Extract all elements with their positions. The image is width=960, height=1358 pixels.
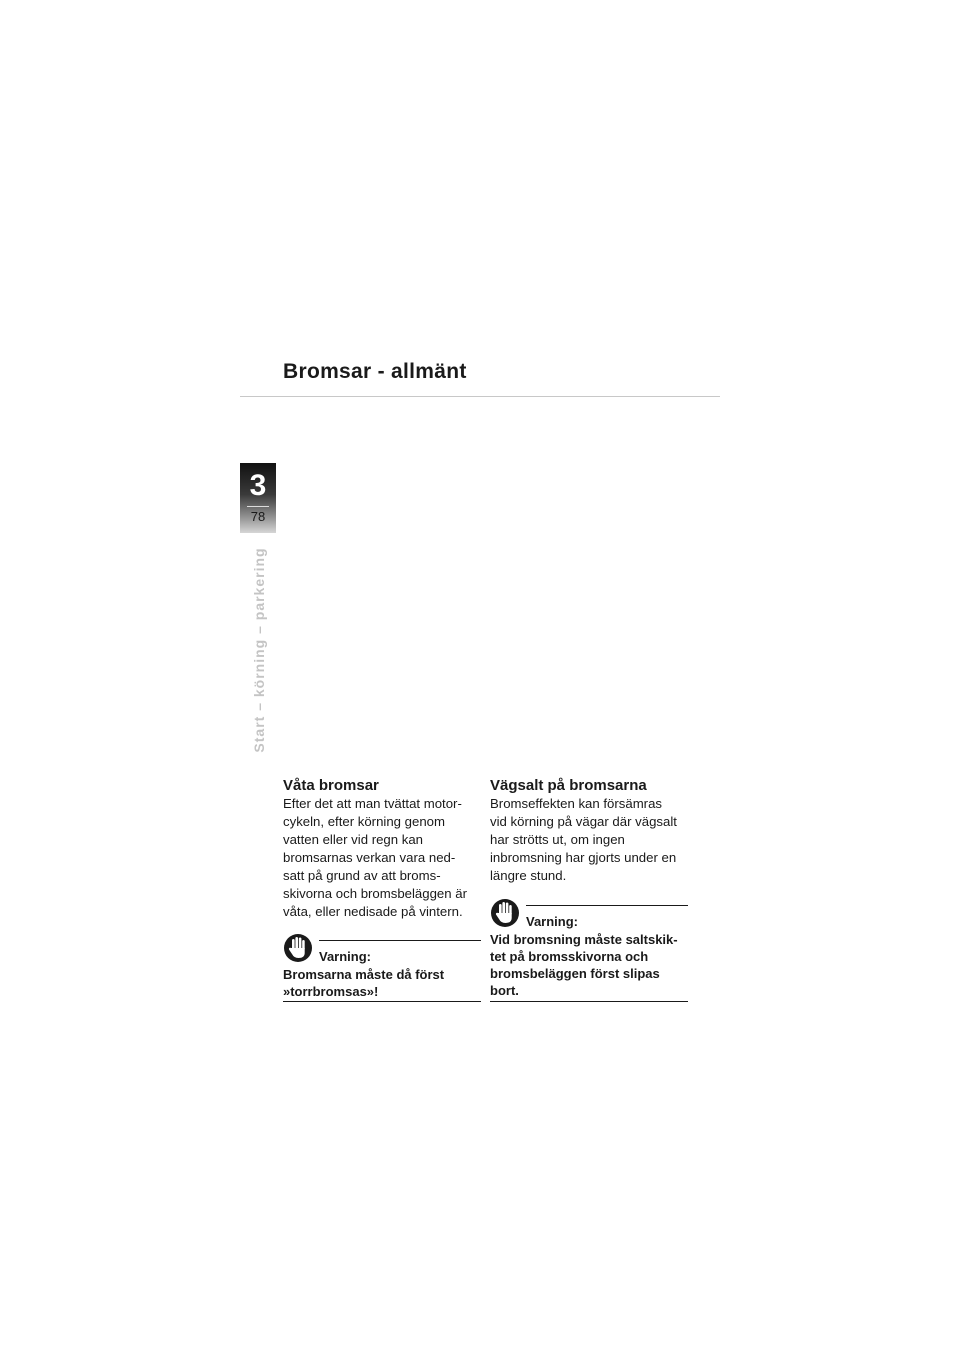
section-heading: Våta bromsar xyxy=(283,777,379,794)
chapter-tab xyxy=(240,463,276,533)
body-line: har strötts ut, om ingen xyxy=(490,832,625,847)
hand-stop-icon xyxy=(283,932,313,964)
warning-line: Vid bromsning måste saltskik- xyxy=(490,932,678,947)
body-line: våta, eller nedisade på vintern. xyxy=(283,904,463,919)
warning-label: Varning: xyxy=(526,914,579,929)
body-line: Bromseffekten kan försämras xyxy=(490,796,662,811)
body-line: inbromsning har gjorts under en xyxy=(490,850,677,865)
warning-rule-top xyxy=(319,940,481,941)
title-divider xyxy=(240,396,720,397)
body-line: bromsarnas verkan vara ned- xyxy=(283,850,456,865)
body-line: längre stund. xyxy=(490,868,567,883)
body-line: vid körning på vägar där vägsalt xyxy=(490,814,677,829)
section-body xyxy=(490,795,688,885)
body-line: vatten eller vid regn kan xyxy=(283,832,424,847)
chapter-tab-divider xyxy=(247,506,269,507)
warning-line: bort. xyxy=(490,983,519,998)
warning-rule-bottom xyxy=(283,1001,481,1002)
warning-label: Varning: xyxy=(319,949,372,964)
warning-rule-bottom xyxy=(490,1001,688,1002)
body-line: skivorna och bromsbeläggen är xyxy=(283,886,467,901)
warning-text xyxy=(283,966,481,1000)
page-number: 78 xyxy=(250,509,266,524)
section-wet-brakes xyxy=(283,777,481,921)
body-line: Efter det att man tvättat motor- xyxy=(283,796,462,811)
section-body xyxy=(283,795,481,921)
warning-line: bromsbeläggen först slipas xyxy=(490,966,660,981)
warning-line: »torrbromsas»! xyxy=(283,984,379,999)
section-heading: Vägsalt på bromsarna xyxy=(490,777,647,794)
warning-line: Bromsarna måste då först xyxy=(283,967,445,982)
chapter-number: 3 xyxy=(249,469,267,502)
warning-box xyxy=(283,940,481,1001)
warning-box xyxy=(490,905,688,1001)
warning-rule-top xyxy=(526,905,688,906)
warning-text xyxy=(490,931,688,999)
body-line: satt på grund av att broms- xyxy=(283,868,441,883)
body-line: cykeln, efter körning genom xyxy=(283,814,445,829)
section-road-salt xyxy=(490,777,688,885)
chapter-side-label: Start – körning – parkering xyxy=(251,547,267,753)
page-title: Bromsar - allmänt xyxy=(283,360,467,383)
hand-stop-icon xyxy=(490,897,520,929)
warning-line: tet på bromsskivorna och xyxy=(490,949,649,964)
